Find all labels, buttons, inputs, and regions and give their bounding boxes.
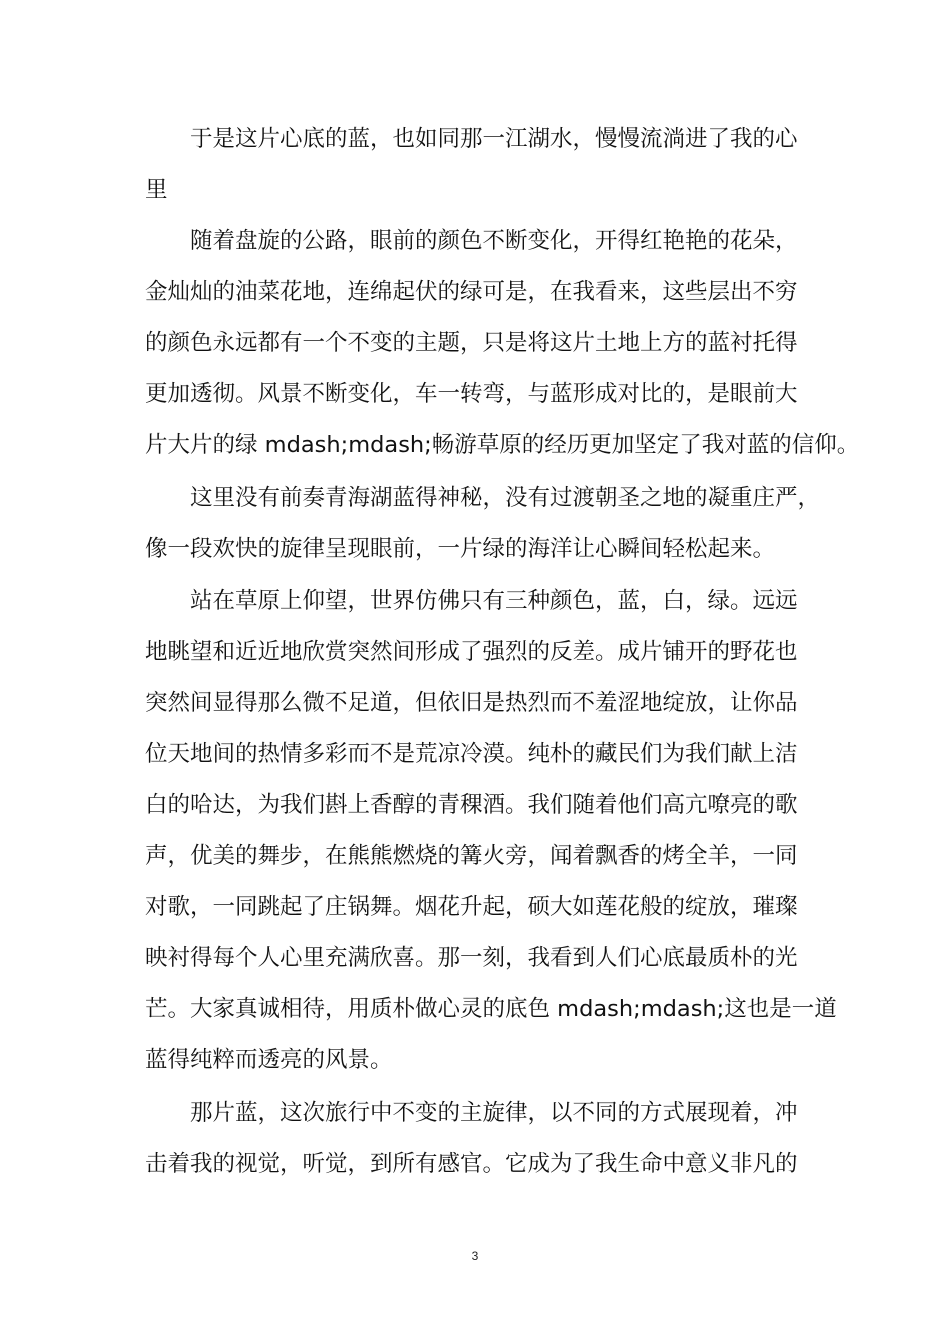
- text-line: 于是这片心底的蓝，也如同那一江湖水，慢慢流淌进了我的心: [190, 126, 798, 152]
- text-line: 像一段欢快的旋律呈现眼前，一片绿的海洋让心瞬间轻松起来。: [145, 536, 776, 562]
- page-number: 3: [471, 1249, 479, 1263]
- text-line: 映衬得每个人心里充满欣喜。那一刻，我看到人们心底最质朴的光: [145, 945, 798, 971]
- text-line: 蓝得纯粹而透亮的风景。: [145, 1047, 393, 1073]
- text-line: 片大片的绿 mdash;mdash;畅游草原的经历更加坚定了我对蓝的信仰。: [145, 432, 860, 458]
- text-line: 的颜色永远都有一个不变的主题，只是将这片土地上方的蓝衬托得: [145, 330, 798, 356]
- text-line: 那片蓝，这次旅行中不变的主旋律，以不同的方式展现着，冲: [190, 1100, 798, 1126]
- text-line: 白的哈达，为我们斟上香醇的青稞酒。我们随着他们高亢嘹亮的歌: [145, 792, 798, 818]
- text-line: 位天地间的热情多彩而不是荒凉冷漠。纯朴的藏民们为我们献上洁: [145, 741, 798, 767]
- text-line: 随着盘旋的公路，眼前的颜色不断变化，开得红艳艳的花朵，: [190, 228, 798, 254]
- text-line: 里: [145, 177, 168, 203]
- text-line: 地眺望和近近地欣赏突然间形成了强烈的反差。成片铺开的野花也: [145, 639, 798, 665]
- text-line: 芒。大家真诚相待，用质朴做心灵的底色 mdash;mdash;这也是一道: [145, 996, 837, 1022]
- text-line: 声，优美的舞步，在熊熊燃烧的篝火旁，闻着飘香的烤全羊，一同: [145, 843, 798, 869]
- text-line: 突然间显得那么微不足道，但依旧是热烈而不羞涩地绽放，让你品: [145, 690, 798, 716]
- text-line: 击着我的视觉，听觉，到所有感官。它成为了我生命中意义非凡的: [145, 1151, 798, 1177]
- text-line: 更加透彻。风景不断变化，车一转弯，与蓝形成对比的，是眼前大: [145, 381, 798, 407]
- text-line: 金灿灿的油菜花地，连绵起伏的绿可是，在我看来，这些层出不穷: [145, 279, 798, 305]
- text-line: 站在草原上仰望，世界仿佛只有三种颜色，蓝，白，绿。远远: [190, 588, 798, 614]
- text-line: 这里没有前奏青海湖蓝得神秘，没有过渡朝圣之地的凝重庄严，: [190, 485, 821, 511]
- text-line: 对歌，一同跳起了庄锅舞。烟花升起，硕大如莲花般的绽放，璀璨: [145, 894, 798, 920]
